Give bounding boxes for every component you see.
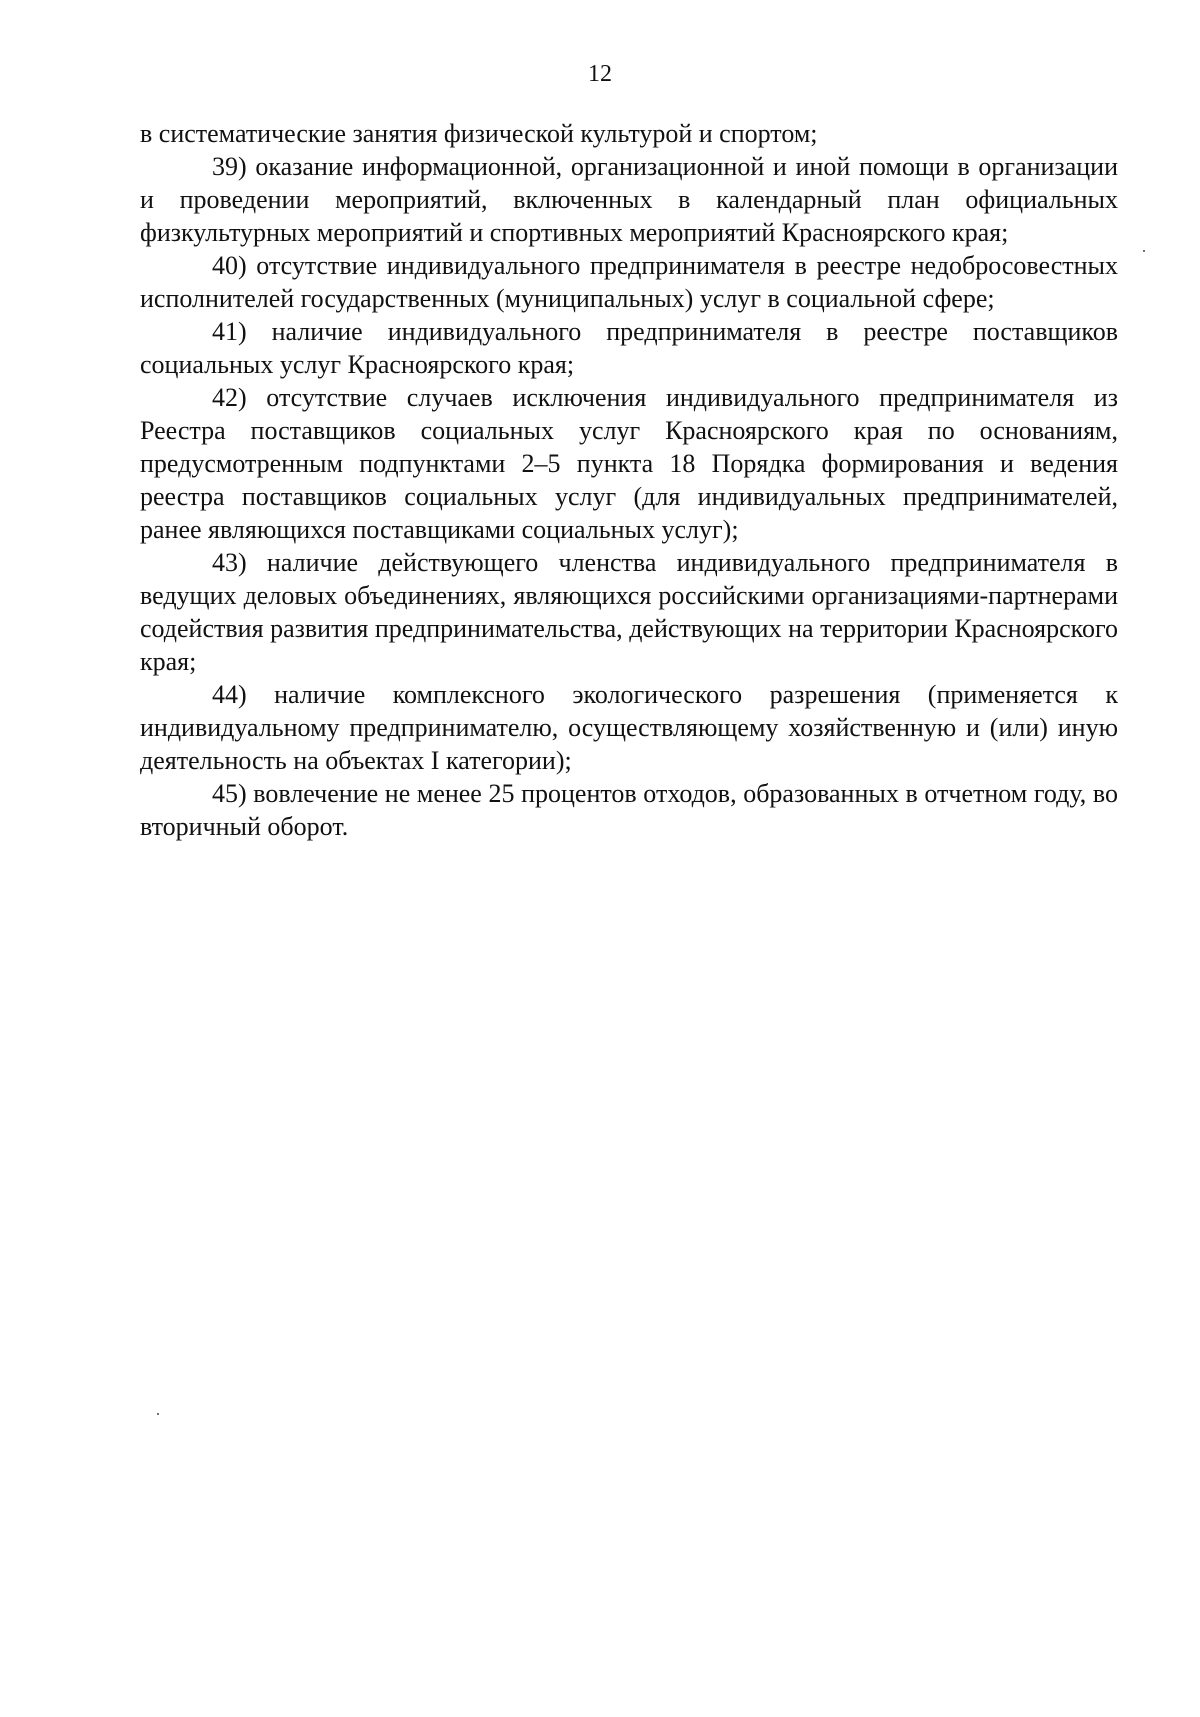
paragraph-item-42: 42) отсутствие случаев исключения индивидуального предпринимателя из Реестра поставщиков социальных услуг Красноярского края по основаниям, предусмотренным подпунктами 2–5 пункта 18 Порядка формирования и ведения реестра поставщиков социальных услуг (для индивидуальных предпринимателей, ранее являющихся поставщиками социальных услуг);	[140, 383, 1118, 544]
page-number: 12	[588, 61, 612, 87]
scan-speck	[1143, 250, 1145, 252]
scan-speck	[157, 1413, 159, 1415]
paragraph-item-41: 41) наличие индивидуального предпринимателя в реестре поставщиков социальных услуг Красноярского края;	[140, 317, 1118, 379]
paragraph-item-44: 44) наличие комплексного экологического разрешения (применяется к индивидуальному предпринимателю, осуществляющему хозяйственную и (или) иную деятельность на объектах I категории);	[140, 680, 1118, 775]
paragraph-continuation: в систематические занятия физической культурой и спортом;	[140, 119, 818, 148]
paragraph-item-40: 40) отсутствие индивидуального предпринимателя в реестре недобросовестных исполнителей государственных (муниципальных) услуг в социальной сфере;	[140, 251, 1118, 313]
paragraph-item-45: 45) вовлечение не менее 25 процентов отходов, образованных в отчетном году, во вторичный оборот.	[140, 779, 1118, 841]
paragraph-item-43: 43) наличие действующего членства индивидуального предпринимателя в ведущих деловых объединениях, являющихся российскими организациями-партнерами содействия развития предпринимательства, действующих на территории Красноярского края;	[140, 548, 1118, 676]
document-body	[140, 117, 1118, 843]
paragraph-item-39: 39) оказание информационной, организационной и иной помощи в организации и проведении мероприятий, включенных в календарный план официальных физкультурных мероприятий и спортивных мероприятий Красноярского края;	[140, 152, 1118, 247]
